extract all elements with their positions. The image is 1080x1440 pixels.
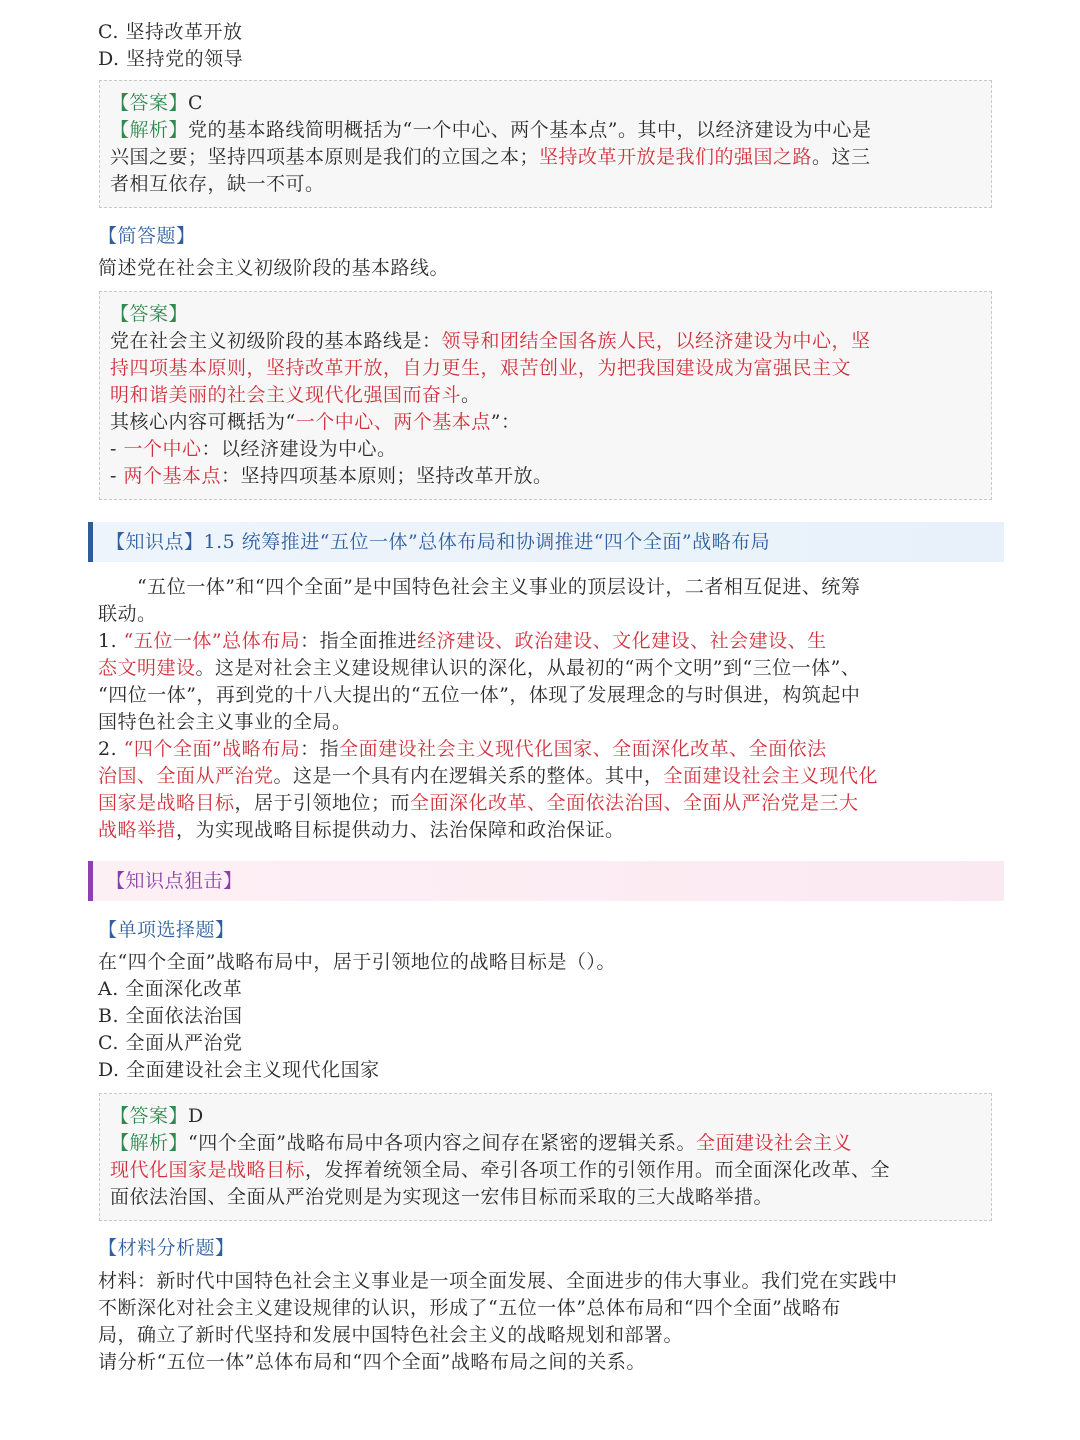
body-highlight: “四个全面”战略布局 [123,738,301,760]
answer-highlight: 明和谐美丽的社会主义现代化强国而奋斗 [110,384,462,406]
body-highlight: “五位一体”总体布局 [123,630,301,652]
answer-text-line-1 [110,328,981,355]
band-accent-bar [88,522,93,562]
knowledge-sniper-title: 【知识点狙击】 [106,870,243,892]
explain-line-2 [110,144,981,171]
single-choice-question: 在“四个全面”战略布局中，居于引领地位的战略目标是（）。 [98,951,616,973]
short-answer-question: 简述党在社会主义初级阶段的基本路线。 [98,257,450,279]
band-label: 【知识点】 [106,531,204,553]
body-text: 。这是一个具有内在逻辑关系的整体。其中， [273,765,664,787]
answer-label: 【答案】 [110,92,189,114]
option-a: A. 全面深化改革 [98,978,243,1000]
answer-line [110,90,981,117]
explain-line-2 [110,1157,981,1184]
answer-highlight: 持四项基本原则，坚持改革开放，自力更生，艰苦创业，为把我国建设成为富强民主文 [110,357,852,379]
explain-text: “四个全面”战略布局中各项内容之间存在紧密的逻辑关系。 [188,1132,696,1154]
answer-highlight: 两个基本点 [123,465,221,487]
option-c: C. 全面从严治党 [98,1032,243,1054]
body-text: 。这是对社会主义建设规律认识的深化，从最初的“两个文明”到“三位一体”、 [195,657,861,679]
body-text: ：指 [300,738,340,760]
material-line: 局，确立了新时代坚持和发展中国特色社会主义的战略规划和部署。 [98,1324,684,1346]
answer-text-line-5 [110,436,981,463]
body-line [98,763,980,790]
body-text: ，为实现战略目标提供动力、法治保障和政治保证。 [176,819,625,841]
option-d: D. 全面建设社会主义现代化国家 [98,1059,380,1081]
explain-text: 。这三 [812,146,871,168]
bullet: - [110,465,124,487]
answer-text: 。 [461,384,481,406]
explain-text: 党的基本路线简明概括为“一个中心、两个基本点”。其中，以经济建设为中心是 [188,119,872,141]
explain-line-1 [110,117,981,144]
explain-highlight: 现代化国家是战略目标 [110,1159,306,1181]
explain-text: 兴国之要；坚持四项基本原则是我们的立国之本； [110,146,540,168]
band-title: 1.5 统筹推进“五位一体”总体布局和协调推进“四个全面”战略布局 [203,531,771,553]
knowledge-point-title [106,528,770,556]
body-text: ：指全面推进 [300,630,418,652]
answer-line [110,301,981,328]
answer-text: 党在社会主义初级阶段的基本路线是： [110,330,442,352]
answer-text: ”： [490,411,521,433]
answer-text-line-6 [110,463,981,490]
single-choice-heading [98,917,980,944]
body-text: 1. [98,630,124,652]
body-line [98,655,980,682]
knowledge-point-band [88,522,1004,562]
answer-line [110,1103,981,1130]
explain-label: 【解析】 [110,1132,189,1154]
answer-value: C [188,92,204,114]
material-line: 不断深化对社会主义建设规律的认识，形成了“五位一体”总体布局和“四个全面”战略布 [98,1297,841,1319]
body-line: “五位一体”和“四个全面”是中国特色社会主义事业的顶层设计，二者相互促进、统筹 [98,576,861,598]
body-highlight: 全面深化改革、全面依法治国、全面从严治党是三大 [410,792,859,814]
explain-line-1 [110,1130,981,1157]
body-line [98,817,980,844]
explain-text: ，发挥着统领全局、牵引各项工作的引领作用。而全面深化改革、全 [305,1159,891,1181]
body-line [98,790,980,817]
answer-text: ：坚持四项基本原则；坚持改革开放。 [220,465,553,487]
answer-value: D [188,1105,204,1127]
answer-highlight: 领导和团结全国各族人民，以经济建设为中心，坚 [441,330,871,352]
answer-text-line-4 [110,409,981,436]
body-highlight: 战略举措 [98,819,177,841]
answer-label: 【答案】 [110,303,189,325]
answer-text: 其核心内容可概括为“ [110,411,296,433]
body-highlight: 经济建设、政治建设、文化建设、社会建设、生 [417,630,827,652]
answer-highlight: 一个中心、两个基本点 [295,411,491,433]
answer-box-1 [99,80,992,208]
answer-text: ：以经济建设为中心。 [201,438,397,460]
body-highlight: 全面建设社会主义现代化 [663,765,879,787]
knowledge-sniper-band [88,861,1004,901]
option-d: D. 坚持党的领导 [98,48,244,70]
material-heading [98,1235,980,1262]
body-text: 2. [98,738,124,760]
body-line: 国特色社会主义事业的全局。 [98,711,352,733]
body-highlight: 态文明建设 [98,657,196,679]
body-line [98,628,980,655]
body-highlight: 全面建设社会主义现代化国家、全面深化改革、全面依法 [339,738,827,760]
explain-line-3: 面依法治国、全面从严治党则是为实现这一宏伟目标而采取的三大战略举措。 [110,1186,774,1208]
material-line: 材料：新时代中国特色社会主义事业是一项全面发展、全面进步的伟大事业。我们党在实践中 [98,1270,898,1292]
body-line: “四位一体”，再到党的十八大提出的“五位一体”，体现了发展理念的与时俱进，构筑起中 [98,684,861,706]
band-accent-bar [88,861,93,901]
answer-text-line-2 [110,355,981,382]
answer-label: 【答案】 [110,1105,189,1127]
heading-text: 【材料分析题】 [98,1237,235,1259]
answer-highlight: 一个中心 [123,438,202,460]
body-line [98,736,980,763]
answer-box-2 [99,291,992,500]
answer-text-line-3 [110,382,981,409]
option-b: B. 全面依法治国 [98,1005,243,1027]
option-c: C. 坚持改革开放 [98,21,243,43]
explain-label: 【解析】 [110,119,189,141]
short-answer-heading [98,223,980,250]
explain-highlight: 坚持改革开放是我们的强国之路 [539,146,813,168]
answer-box-3 [99,1093,992,1221]
material-question: 请分析“五位一体”总体布局和“四个全面”战略布局之间的关系。 [98,1351,646,1373]
heading-text: 【简答题】 [98,225,196,247]
body-highlight: 国家是战略目标 [98,792,235,814]
bullet: - [110,438,124,460]
explain-highlight: 全面建设社会主义 [695,1132,852,1154]
body-highlight: 治国、全面从严治党 [98,765,274,787]
heading-text: 【单项选择题】 [98,919,235,941]
body-text: ，居于引领地位；而 [234,792,411,814]
body-line: 联动。 [98,603,157,625]
explain-line-3: 者相互依存，缺一不可。 [110,173,325,195]
